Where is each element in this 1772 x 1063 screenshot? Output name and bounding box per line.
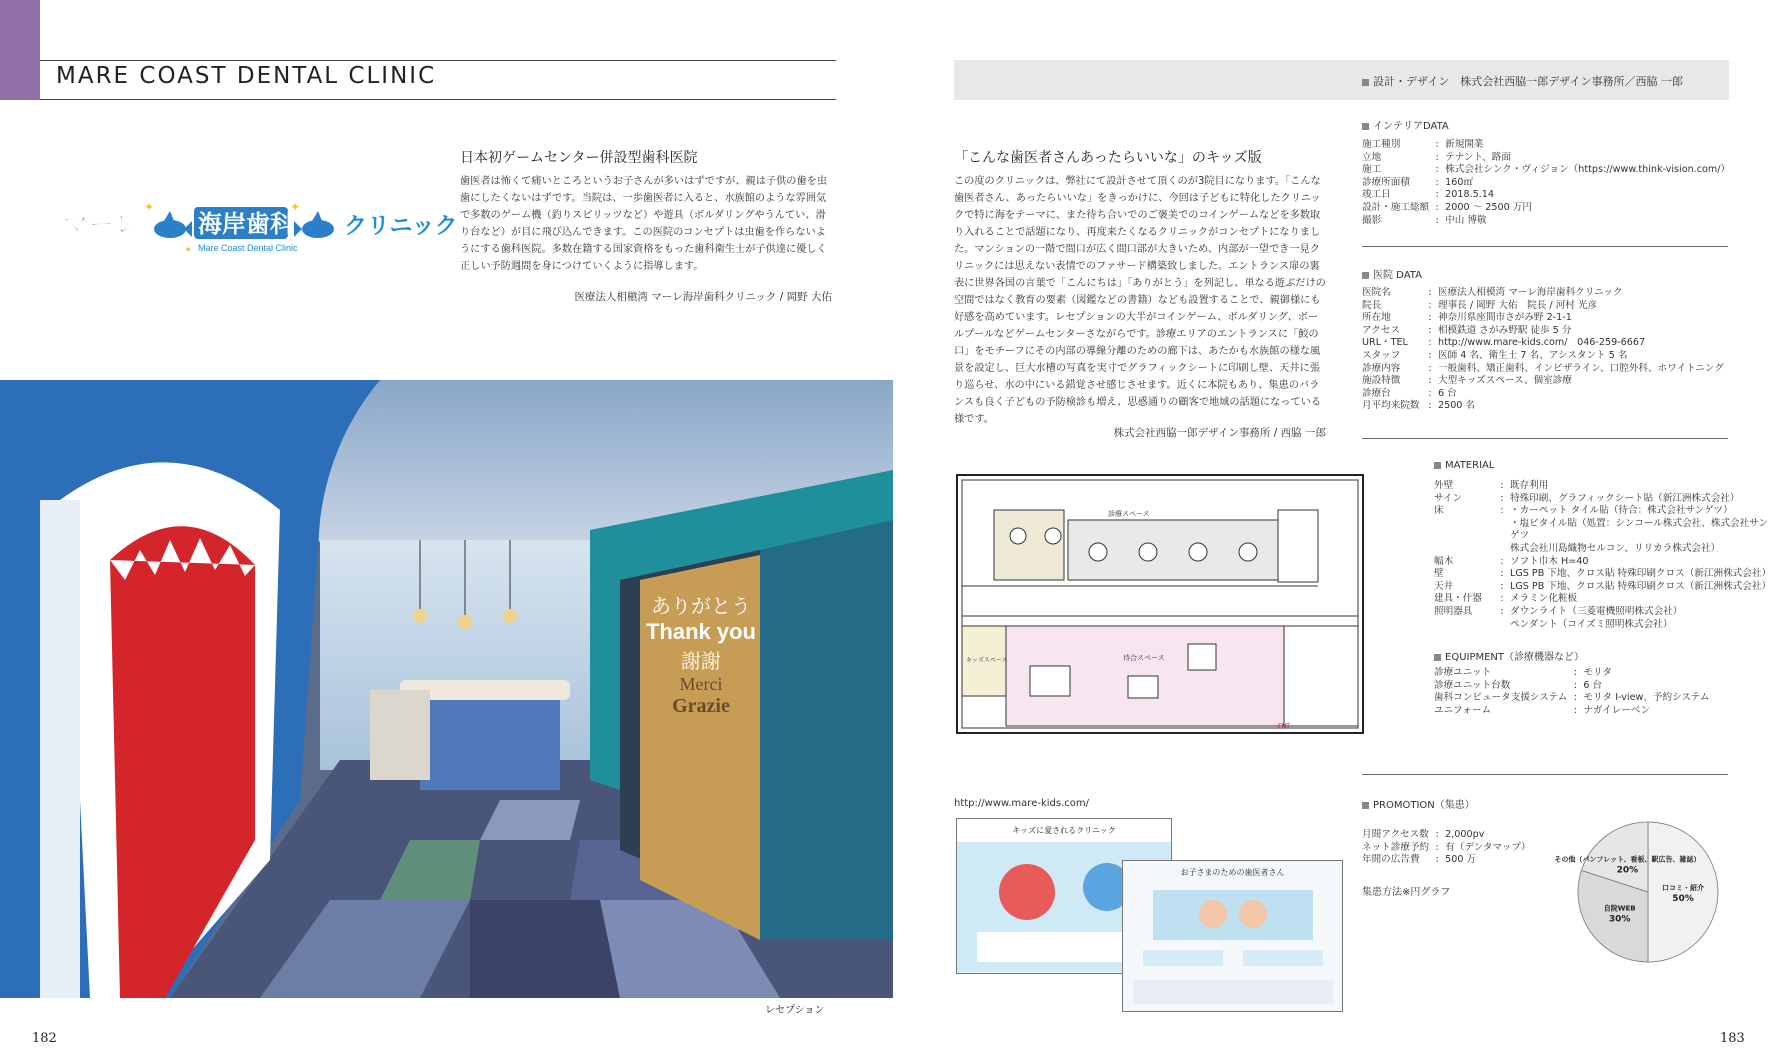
photo-caption: レセプション <box>765 1005 825 1016</box>
row-colon: : <box>1500 505 1504 517</box>
row-colon: : <box>1435 214 1439 226</box>
reception-photo <box>0 380 893 998</box>
table-row <box>1362 350 1724 363</box>
door-sign-line: Grazie <box>672 695 730 717</box>
table-row <box>1362 842 1531 855</box>
clinic-heading <box>1362 266 1422 281</box>
row-colon: : <box>1500 492 1504 504</box>
promotion-heading <box>1362 796 1475 811</box>
row-value: ダウンライト（三菱電機照明株式会社） <box>1510 605 1683 617</box>
row-key <box>1434 518 1494 543</box>
table-row <box>1362 202 1730 215</box>
row-value: 特殊印刷、グラフィックシート貼（新江洲株式会社） <box>1510 492 1740 504</box>
row-key: 床 <box>1434 505 1444 517</box>
row-colon: : <box>1428 312 1432 324</box>
section-color-tab <box>0 0 40 100</box>
pie-value-label: 50% <box>1672 894 1694 904</box>
table-row <box>1362 325 1724 338</box>
row-value: モリタ I-view、予約システム <box>1583 692 1710 704</box>
row-value: 2,000pv <box>1445 829 1485 840</box>
interior-table <box>1362 139 1730 227</box>
row-value: LGS PB 下地、クロス貼 特殊印刷クロス（新江洲株式会社） <box>1510 580 1772 592</box>
row-key: URL・TEL <box>1362 337 1408 349</box>
table-row <box>1434 667 1710 680</box>
svg-text:✦: ✦ <box>184 245 193 256</box>
pie-value-label: 30% <box>1608 914 1631 925</box>
promotion-heading-text: PROMOTION（集患） <box>1373 800 1475 811</box>
table-row <box>1362 189 1730 202</box>
row-key: 歯科コンピュータ支援システム <box>1434 692 1568 704</box>
row-value: 2500 名 <box>1438 400 1476 412</box>
pie-slice-label: 口コミ・紹介 <box>1662 884 1704 892</box>
floorplan-label: ENT <box>1278 723 1290 730</box>
row-colon: : <box>1435 189 1439 201</box>
row-key: 施設特徴 <box>1362 375 1401 387</box>
row-colon: : <box>1435 854 1439 866</box>
floorplan-label: 診療スペース <box>1108 510 1150 518</box>
equipment-table <box>1434 667 1710 717</box>
row-key: 所在地 <box>1362 312 1391 324</box>
table-row <box>1362 312 1724 325</box>
row-value: LGS PB 下地、クロス貼 特殊印刷クロス（新江洲株式会社） <box>1510 568 1772 580</box>
row-value: 2018.5.14 <box>1445 189 1494 201</box>
equipment-rows <box>1434 667 1710 717</box>
row-value: 株式会社シンク・ヴィジョン（https://www.think-vision.com/） <box>1445 164 1731 176</box>
svg-text:✦: ✦ <box>290 200 301 214</box>
material-heading-text: MATERIAL <box>1445 460 1495 471</box>
website-url: http://www.mare-kids.com/ <box>954 798 1089 809</box>
row-key: サイン <box>1434 492 1463 504</box>
row-key: 院長 <box>1362 299 1382 311</box>
row-value: 既存利用 <box>1510 480 1549 491</box>
row-key: 診療内容 <box>1362 362 1401 374</box>
equipment-heading <box>1434 648 1584 663</box>
table-row <box>1362 400 1724 413</box>
row-value: 医療法人相模湾 マーレ海岸歯科クリニック <box>1438 287 1623 298</box>
floorplan-label: 待合スペース <box>1123 654 1165 662</box>
row-value: 有（デンタマップ） <box>1445 841 1531 853</box>
design-credit-text: 設計・デザイン 株式会社西脇一郎デザイン事務所／西脇 一郎 <box>1373 75 1683 88</box>
square-bullet-icon <box>1362 123 1369 130</box>
table-row <box>1434 606 1772 619</box>
page-number-left: 182 <box>32 1031 57 1046</box>
row-colon: : <box>1573 704 1577 716</box>
table-row <box>1434 581 1772 594</box>
row-colon: : <box>1428 400 1432 412</box>
row-colon: : <box>1435 176 1439 188</box>
row-key: 建具・什器 <box>1434 593 1482 605</box>
row-key: 照明器具 <box>1434 605 1473 617</box>
row-colon: : <box>1573 679 1577 691</box>
row-colon: : <box>1428 324 1432 336</box>
row-key: 設計・施工総額 <box>1362 201 1430 213</box>
table-row <box>1362 139 1730 152</box>
row-value: 2000 ～ 2500 万円 <box>1445 201 1532 213</box>
row-colon: : <box>1500 605 1504 617</box>
promotion-pie-chart <box>1554 817 1723 967</box>
table-row <box>1362 854 1531 867</box>
square-bullet-icon <box>1362 802 1369 809</box>
row-value: 500 万 <box>1445 854 1477 866</box>
svg-text:✦: ✦ <box>144 200 155 214</box>
clinic-logo <box>58 199 458 257</box>
kids-credit: 株式会社西脇一郎デザイン事務所 / 西脇 一郎 <box>1113 427 1326 439</box>
row-colon: : <box>1573 667 1577 678</box>
svg-text:海岸歯科: 海岸歯科 <box>198 211 294 238</box>
row-value: ソフト巾木 H=40 <box>1510 555 1589 567</box>
row-key: 壁 <box>1434 568 1444 580</box>
website-shot-heading: キッズに愛されるクリニック <box>957 819 1171 842</box>
table-row <box>1434 680 1710 693</box>
table-row <box>1434 705 1710 718</box>
clinic-heading-text: 医院 DATA <box>1373 270 1422 281</box>
row-value: http://www.mare-kids.com/ 046-259-6667 <box>1438 337 1646 349</box>
row-value: モリタ <box>1583 667 1613 678</box>
equipment-heading-text: EQUIPMENT（診療機器など） <box>1445 652 1585 663</box>
table-row <box>1434 493 1772 506</box>
table-row <box>1434 568 1772 581</box>
promotion-rows <box>1362 829 1531 867</box>
row-colon: : <box>1435 841 1439 853</box>
row-colon <box>1494 518 1510 543</box>
row-colon: : <box>1428 387 1432 399</box>
row-colon: : <box>1428 375 1432 387</box>
row-colon: : <box>1435 164 1439 176</box>
row-value: 大型キッズスペース、個室診療 <box>1438 375 1572 387</box>
intro-title: 日本初ゲームセンター併設型歯科医院 <box>460 150 698 166</box>
row-colon: : <box>1573 692 1577 704</box>
row-key: 診療ユニット台数 <box>1434 679 1511 691</box>
row-key: 立地 <box>1362 151 1382 163</box>
table-row <box>1362 177 1730 190</box>
table-row <box>1362 388 1724 401</box>
row-key: 診療ユニット <box>1434 667 1492 678</box>
row-colon: : <box>1428 362 1432 374</box>
table-row <box>1362 215 1730 228</box>
row-key: ユニフォーム <box>1434 704 1492 716</box>
row-key: 天井 <box>1434 580 1454 592</box>
material-rows <box>1434 480 1772 631</box>
table-row <box>1362 300 1724 313</box>
row-colon: : <box>1500 568 1504 580</box>
row-key: 年間の広告費 <box>1362 854 1420 866</box>
interior-heading <box>1362 117 1449 132</box>
pie-slice-label: その他（パンフレット、看板、駅広告、雑誌） <box>1554 855 1701 864</box>
door-sign-line: Thank you <box>645 619 756 644</box>
website-shot-heading: お子さまのための歯医者さん <box>1180 868 1285 877</box>
interior-rows <box>1362 139 1730 227</box>
clinic-title: MARE COAST DENTAL CLINIC <box>56 63 437 89</box>
row-colon: : <box>1428 299 1432 311</box>
table-row <box>1362 164 1730 177</box>
row-key <box>1434 543 1494 556</box>
row-key: 竣工日 <box>1362 189 1391 201</box>
square-bullet-icon <box>1362 79 1369 86</box>
table-row <box>1434 593 1772 606</box>
door-sign-line: ありがとう <box>651 594 751 618</box>
square-bullet-icon <box>1434 654 1441 661</box>
row-colon <box>1494 543 1510 556</box>
svg-text:Mare Coast Dental Clinic: Mare Coast Dental Clinic <box>198 243 298 253</box>
row-key: アクセス <box>1362 324 1401 336</box>
table-row <box>1362 375 1724 388</box>
row-value: ・カーペット タイル貼（待合：株式会社サンゲツ） <box>1510 505 1733 517</box>
pie-value-label: 20% <box>1616 865 1639 876</box>
row-value: ペンダント（コイズミ照明株式会社） <box>1510 618 1673 630</box>
row-key: 施工 <box>1362 164 1382 176</box>
table-row <box>1362 287 1724 300</box>
square-bullet-icon <box>1434 462 1441 469</box>
row-value: 株式会社川島織物セルコン、リリカラ株式会社） <box>1510 542 1721 554</box>
material-table <box>1434 480 1772 631</box>
row-key: 幅木 <box>1434 555 1454 567</box>
title-rule <box>40 60 836 61</box>
row-value: テナント、路面 <box>1445 151 1511 163</box>
row-value: 中山 博敬 <box>1445 214 1487 226</box>
table-row <box>1434 619 1772 632</box>
material-heading <box>1434 460 1494 471</box>
divider <box>1362 774 1728 775</box>
row-key <box>1434 619 1494 632</box>
row-value: 160㎡ <box>1445 176 1474 188</box>
row-value: メラミン化粧板 <box>1510 593 1578 605</box>
door-sign-line: Merci <box>679 674 723 694</box>
table-row <box>1434 480 1772 493</box>
divider <box>1362 246 1728 247</box>
svg-text:クリニック: クリニック <box>344 212 458 238</box>
clinic-rows <box>1362 287 1724 413</box>
row-value: ・塩ビタイル貼（処置：シンコール株式会社、株式会社サンゲツ <box>1510 517 1768 542</box>
row-colon: : <box>1428 287 1432 298</box>
table-row <box>1362 337 1724 350</box>
row-key: 撮影 <box>1362 214 1382 226</box>
website-screenshot-2 <box>1122 860 1343 1012</box>
kids-body: この度のクリニックは、弊社にて設計させて頂くのが3院目になります。「こんな歯医者さん、あったらいいな」をきっかけに、今回は子どもに特化したクリニックで特に海をテーマに、また待ち合いでのご褒美でのコインゲームなどを多数取り入れることで話題になり、再度来たくなるクリニックがコンセプトになりました。マンションの一階で間口が広く間口部が大きいため、内部が一望でき一見クリニックには思えない表情でのファサード構築致しました。エントランス扉の裏表に世界各国の言葉で「こんにちは」「ありがとう」を列記し、単なる遊ぶだけの空間ではなく教育の要素（図鑑などの書籍）なども設置することで、親御様にも好感を高めています。レセプションの大半がコインゲーム、ボルダリング、ボールプールなどゲームセンターさながらです。診療エリアのエントランスに「鮫の口」をモチーフにその内部の導線分離のための廊下は、あたかも水族館の様な風景を設定し、巨大水槽の写真を実寸でグラフィックシートに印刷し壁、天井に張り巡らせ、水の中にいる錯覚させ感じさせます。近くに本院もあり、集患のバランスも良く子どもの予防検診も増え、思惑通りの顧客で地域の話題になっている様です。 <box>954 176 1326 425</box>
row-value: 6 台 <box>1583 679 1603 691</box>
table-row <box>1434 556 1772 569</box>
row-key: 診療台 <box>1362 387 1391 399</box>
table-row <box>1362 152 1730 165</box>
row-colon: : <box>1435 151 1439 163</box>
chart-note: 集患方法※円グラフ <box>1362 887 1451 898</box>
clinic-table <box>1362 287 1724 413</box>
row-colon: : <box>1428 349 1432 361</box>
table-row <box>1434 518 1772 543</box>
row-colon: : <box>1500 555 1504 567</box>
promotion-table <box>1362 829 1531 867</box>
pie-slice <box>1648 822 1718 962</box>
floorplan-label: キッズスペース <box>966 657 1008 664</box>
interior-heading-text: インテリアDATA <box>1373 121 1449 132</box>
svg-text:マーレ: マーレ <box>62 209 140 239</box>
row-colon: : <box>1435 201 1439 213</box>
row-key: 施工種別 <box>1362 139 1401 150</box>
kids-title: 「こんな歯医者さんあったらいいな」のキッズ版 <box>954 150 1262 166</box>
row-colon: : <box>1428 337 1432 349</box>
row-colon: : <box>1500 593 1504 605</box>
row-key: 月間アクセス数 <box>1362 829 1429 840</box>
table-row <box>1434 692 1710 705</box>
pie-slice-label: 自院WEB <box>1603 904 1636 913</box>
intro-credit: 医療法人相槇湾 マーレ海岸歯科クリニック / 岡野 大佑 <box>574 291 832 303</box>
row-colon: : <box>1500 580 1504 592</box>
row-key: スタッフ <box>1362 349 1401 361</box>
row-key: 外壁 <box>1434 480 1454 491</box>
floor-plan <box>956 474 1364 734</box>
row-key: 月平均来院数 <box>1362 400 1420 412</box>
row-value: 新規開業 <box>1445 139 1484 150</box>
row-key: 診療所面積 <box>1362 176 1410 188</box>
row-value: 相模鉄道 さがみ野駅 徒歩 5 分 <box>1438 324 1572 336</box>
divider <box>1362 438 1728 439</box>
row-colon <box>1494 619 1510 632</box>
design-credit <box>1362 73 1683 89</box>
door-sign-line: 謝謝 <box>681 649 721 673</box>
title-rule <box>40 99 836 100</box>
row-colon: : <box>1500 480 1504 491</box>
row-key: ネット診療予約 <box>1362 841 1430 853</box>
intro-body: 歯医者は怖くて痛いところというお子さんが多いはずですが、親は子供の歯を虫歯にしたくないはずです。当院は、一歩歯医者に入ると、水族館のような雰囲気で多数のゲーム機（釣りスピリッツなど）や遊具（ボルダリングやうんてい、滑り台など）が目に飛び込んできます。この医院のコンセプトは虫歯を作らないようにする歯科医院。多数在籍する国家資格をもった歯科衛生士が子供達に優しく正しい予防週間を身につけていくように指導します。 <box>460 176 828 272</box>
row-value: 医師 4 名、衛生士 7 名、アシスタント 5 名 <box>1438 349 1628 361</box>
table-row <box>1362 363 1724 376</box>
square-bullet-icon <box>1362 272 1369 279</box>
row-key: 医院名 <box>1362 287 1391 298</box>
row-value: 理事長 / 岡野 大佑 院長 / 河村 光彦 <box>1438 299 1598 311</box>
row-value: 神奈川県座間市さがみ野 2-1-1 <box>1438 312 1572 324</box>
table-row <box>1434 505 1772 518</box>
table-row <box>1434 543 1772 556</box>
table-row <box>1362 829 1531 842</box>
page-number-right: 183 <box>1720 1031 1745 1046</box>
row-value: 6 台 <box>1438 387 1457 399</box>
row-value: 一般歯科、矯正歯科、インビザライン、口腔外科、ホワイトニング <box>1438 362 1724 374</box>
row-colon: : <box>1435 829 1439 840</box>
row-value: ナガイレーベン <box>1583 704 1651 716</box>
door-sign <box>644 590 758 718</box>
row-colon: : <box>1435 139 1439 150</box>
